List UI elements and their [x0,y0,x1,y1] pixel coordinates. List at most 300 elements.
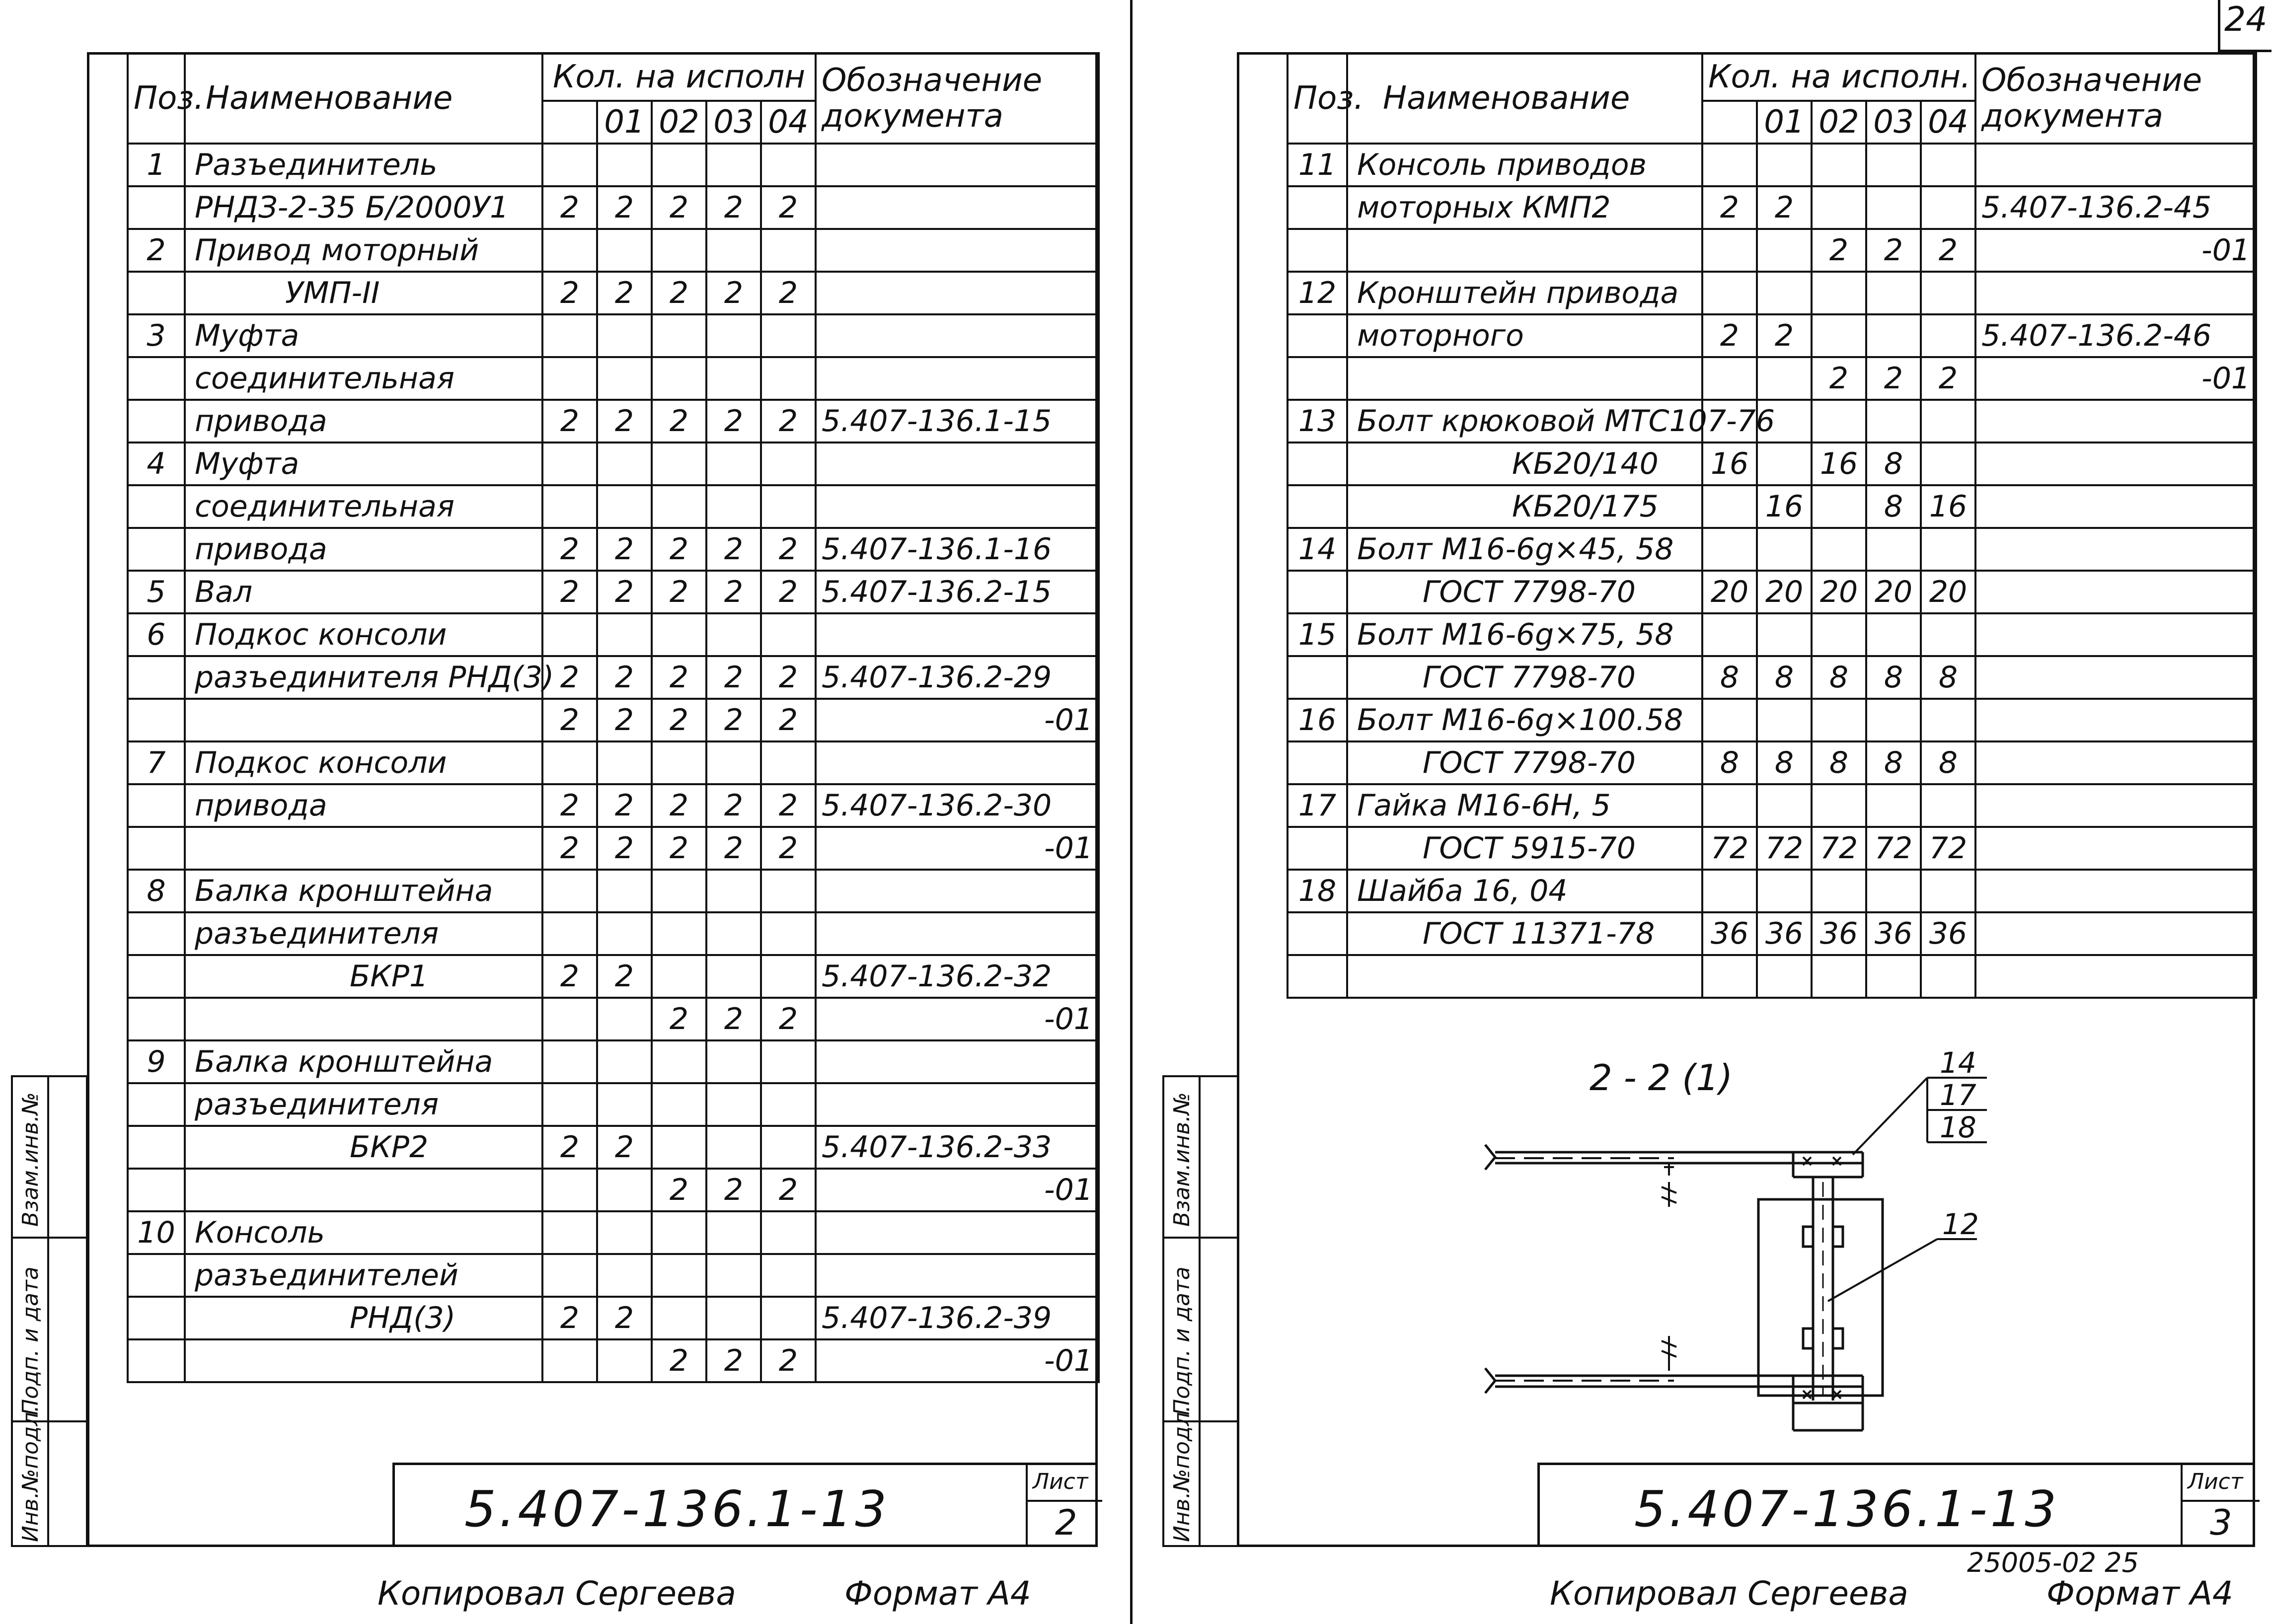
table-row [128,870,1099,912]
table-row [1288,699,2256,741]
left-row-qty [542,1083,597,1126]
left-row-name: Подкос консоли [185,613,542,656]
right-row-name [1347,955,1702,998]
left-row-qty [706,443,761,485]
table-row [1288,741,2256,784]
right-row-qty [1757,613,1812,656]
left-row-name: Подкос консоли [185,741,542,784]
right-row-qty [1866,955,1921,998]
left-doc-code: 5.407-136.1-13 [464,1480,890,1538]
left-row-name: Балка кронштейна [185,870,542,912]
right-strip-label-b: Подп. и дата [1169,1266,1195,1415]
left-row-qty: 2 [597,1126,652,1169]
right-row-doc [1975,912,2256,955]
left-row-qty [597,485,652,528]
right-row-qty [1866,528,1921,571]
left-row-pos: 8 [128,870,185,912]
left-row-qty: 2 [706,400,761,443]
right-row-doc [1975,613,2256,656]
left-row-qty: 2 [652,186,706,229]
right-row-name: ГОСТ 7798-70 [1347,656,1702,699]
left-row-name: разъединителя РНД(3) [185,656,542,699]
right-row-pos [1288,485,1347,528]
right-row-qty: 72 [1812,827,1866,870]
left-row-pos: 1 [128,144,185,186]
right-row-qty [1757,955,1812,998]
table-row [1288,314,2256,357]
left-row-doc [816,144,1099,186]
r-header-qty: Кол. на исполн. [1702,53,1975,101]
left-row-qty [706,955,761,998]
left-row-qty: 2 [761,656,816,699]
left-row-name: Муфта [185,314,542,357]
left-row-doc: 5.407-136.2-33 [816,1126,1099,1169]
left-row-qty: 2 [761,571,816,613]
left-row-qty: 2 [652,699,706,741]
left-row-qty [706,870,761,912]
right-row-qty: 36 [1757,912,1812,955]
left-row-qty [542,443,597,485]
left-row-qty [761,485,816,528]
left-row-qty: 2 [597,528,652,571]
header-variant-03: 03 [706,101,761,144]
left-row-doc: -01 [816,1169,1099,1211]
left-row-qty [706,357,761,400]
right-row-doc: -01 [1975,229,2256,272]
table-row [128,955,1099,998]
left-row-qty: 2 [761,272,816,314]
left-row-qty: 2 [597,955,652,998]
right-row-name: Болт М16-6g×100.58 [1347,699,1702,741]
right-row-qty [1866,613,1921,656]
right-row-qty [1866,400,1921,443]
callout-12: 12 [1942,1207,1979,1241]
right-row-qty [1921,272,1975,314]
left-row-name: БКР2 [185,1126,542,1169]
table-row [128,1339,1099,1382]
left-row-pos: 4 [128,443,185,485]
right-row-qty [1812,272,1866,314]
left-row-qty: 2 [597,186,652,229]
right-row-pos: 15 [1288,613,1347,656]
left-row-qty [706,1040,761,1083]
left-row-qty: 2 [597,656,652,699]
right-row-qty: 72 [1702,827,1757,870]
left-row-qty [542,870,597,912]
table-row [128,400,1099,443]
left-row-qty [542,741,597,784]
right-row-qty [1757,699,1812,741]
left-row-name: разъединителей [185,1254,542,1297]
left-row-qty: 2 [761,827,816,870]
left-row-qty: 2 [597,400,652,443]
left-row-pos: 5 [128,571,185,613]
left-row-qty [652,1040,706,1083]
right-row-qty: 8 [1757,656,1812,699]
left-row-qty: 2 [542,1297,597,1339]
table-row [128,357,1099,400]
right-row-doc: -01 [1975,357,2256,400]
left-row-qty [761,1126,816,1169]
right-spec-table [1287,52,2257,999]
right-row-qty [1921,699,1975,741]
right-row-pos [1288,741,1347,784]
left-row-qty: 2 [706,528,761,571]
right-sheet-cell [2181,1465,2258,1547]
left-row-pos [128,955,185,998]
left-row-qty [597,1339,652,1382]
left-row-name: соединительная [185,357,542,400]
right-row-qty [1812,613,1866,656]
left-row-doc [816,314,1099,357]
table-row [1288,912,2256,955]
right-table-body [1288,144,2256,998]
left-row-qty: 2 [652,998,706,1040]
right-row-qty: 2 [1866,229,1921,272]
table-row [128,229,1099,272]
right-row-doc [1975,144,2256,186]
right-row-pos: 16 [1288,699,1347,741]
right-row-qty [1921,314,1975,357]
left-row-qty: 2 [652,272,706,314]
left-row-qty [597,1083,652,1126]
right-row-qty [1921,186,1975,229]
right-row-qty [1921,613,1975,656]
left-row-pos [128,912,185,955]
right-row-qty: 8 [1866,656,1921,699]
left-row-qty [761,1211,816,1254]
right-row-qty: 8 [1812,656,1866,699]
table-row [1288,272,2256,314]
right-row-pos: 12 [1288,272,1347,314]
table-row [128,1040,1099,1083]
left-row-qty: 2 [652,656,706,699]
table-row [1288,870,2256,912]
left-row-pos: 2 [128,229,185,272]
table-row [1288,357,2256,400]
left-row-doc: 5.407-136.2-15 [816,571,1099,613]
r-header-variant-02: 02 [1812,101,1866,144]
left-row-qty [597,1169,652,1211]
right-row-name: ГОСТ 7798-70 [1347,571,1702,613]
left-row-pos [128,400,185,443]
left-row-qty [652,870,706,912]
left-row-name [185,827,542,870]
right-row-qty [1866,870,1921,912]
left-row-qty [706,1211,761,1254]
right-row-qty [1921,443,1975,485]
left-row-qty: 2 [706,656,761,699]
right-row-qty [1702,357,1757,400]
table-row [128,528,1099,571]
right-row-doc [1975,827,2256,870]
right-row-qty [1921,784,1975,827]
right-row-qty: 8 [1866,485,1921,528]
left-row-qty: 2 [761,400,816,443]
right-row-pos [1288,656,1347,699]
left-row-qty [597,912,652,955]
table-row [128,741,1099,784]
right-row-qty: 2 [1702,314,1757,357]
left-row-qty [761,314,816,357]
right-row-qty: 2 [1812,357,1866,400]
right-row-qty: 2 [1866,357,1921,400]
left-row-name [185,1169,542,1211]
right-row-qty: 36 [1702,912,1757,955]
left-row-qty [542,314,597,357]
left-row-qty: 2 [761,1169,816,1211]
right-row-qty [1812,144,1866,186]
left-row-pos: 6 [128,613,185,656]
left-row-qty: 2 [652,784,706,827]
right-row-qty [1866,784,1921,827]
right-row-doc: 5.407-136.2-46 [1975,314,2256,357]
left-row-qty [652,357,706,400]
right-row-name: Болт М16-6g×45, 58 [1347,528,1702,571]
left-row-qty: 2 [542,528,597,571]
left-row-pos [128,1083,185,1126]
right-row-qty [1812,699,1866,741]
right-row-qty: 20 [1812,571,1866,613]
left-strip-label-b: Подп. и дата [18,1266,43,1415]
left-row-qty [706,1297,761,1339]
right-row-qty [1812,186,1866,229]
left-row-qty [761,1083,816,1126]
left-row-qty [597,613,652,656]
right-row-qty [1866,272,1921,314]
left-row-qty [706,741,761,784]
right-footer-order: 25005-02 25 [1967,1547,2139,1578]
left-row-pos [128,186,185,229]
left-row-qty [652,144,706,186]
right-row-doc [1975,443,2256,485]
left-row-qty [706,613,761,656]
table-row [128,1297,1099,1339]
left-row-doc [816,1254,1099,1297]
table-row [128,1126,1099,1169]
left-row-qty [542,144,597,186]
left-row-qty: 2 [652,1339,706,1382]
left-row-qty: 2 [597,827,652,870]
right-row-qty [1757,443,1812,485]
left-row-pos [128,1254,185,1297]
left-row-pos [128,485,185,528]
left-row-qty: 2 [542,400,597,443]
right-row-doc [1975,571,2256,613]
left-row-name: привода [185,528,542,571]
right-row-qty: 72 [1866,827,1921,870]
left-row-qty: 2 [761,1339,816,1382]
right-row-qty: 20 [1702,571,1757,613]
left-row-pos [128,1339,185,1382]
r-header-variant-01: 01 [1757,101,1812,144]
right-row-qty: 20 [1866,571,1921,613]
table-row [1288,571,2256,613]
left-row-name [185,699,542,741]
left-row-pos: 9 [128,1040,185,1083]
right-row-qty: 16 [1921,485,1975,528]
header-variant-02: 02 [652,101,706,144]
left-row-qty: 2 [542,699,597,741]
left-row-qty: 2 [706,272,761,314]
right-row-qty: 36 [1921,912,1975,955]
table-row [128,314,1099,357]
right-sheet-label: Лист [2188,1469,2243,1494]
right-doc-code: 5.407-136.1-13 [1634,1480,2059,1538]
left-sheet-label: Лист [1033,1469,1088,1494]
header-qty: Кол. на исполн [542,53,816,101]
left-row-qty: 2 [652,528,706,571]
left-row-name: Вал [185,571,542,613]
right-row-name: моторного [1347,314,1702,357]
table-row [128,571,1099,613]
left-row-pos [128,784,185,827]
right-row-qty: 8 [1757,741,1812,784]
left-row-qty [761,144,816,186]
right-row-qty [1866,144,1921,186]
left-row-qty [706,144,761,186]
right-row-qty: 8 [1702,656,1757,699]
right-row-qty: 2 [1757,186,1812,229]
left-row-qty [761,1254,816,1297]
left-row-qty [542,1211,597,1254]
right-row-qty: 8 [1702,741,1757,784]
right-row-qty [1702,485,1757,528]
right-row-qty [1921,870,1975,912]
table-row [1288,443,2256,485]
left-row-qty: 2 [597,1297,652,1339]
left-row-doc [816,186,1099,229]
right-row-pos: 17 [1288,784,1347,827]
left-row-name: РНД(3) [185,1297,542,1339]
right-row-qty [1812,314,1866,357]
right-row-qty [1812,870,1866,912]
right-row-qty: 2 [1702,186,1757,229]
right-row-qty: 2 [1921,229,1975,272]
left-row-pos [128,998,185,1040]
right-row-pos: 18 [1288,870,1347,912]
left-row-qty: 2 [542,272,597,314]
left-row-qty: 2 [761,699,816,741]
right-row-pos [1288,229,1347,272]
left-row-doc [816,357,1099,400]
left-row-pos [128,528,185,571]
left-row-name: привода [185,784,542,827]
table-row [1288,613,2256,656]
right-row-qty: 16 [1702,443,1757,485]
right-row-name: КБ20/140 [1347,443,1702,485]
left-row-qty [706,912,761,955]
left-row-qty [597,314,652,357]
left-row-doc [816,741,1099,784]
left-row-qty [706,1083,761,1126]
left-row-qty [542,1169,597,1211]
table-row [128,186,1099,229]
left-row-name: Привод моторный [185,229,542,272]
right-row-qty [1921,955,1975,998]
right-sheet-number: 3 [2210,1502,2232,1543]
left-row-qty [597,1211,652,1254]
left-row-doc: -01 [816,1339,1099,1382]
left-row-doc [816,229,1099,272]
right-row-qty [1812,485,1866,528]
left-row-qty [761,955,816,998]
table-row [1288,186,2256,229]
table-row [128,784,1099,827]
table-row [128,827,1099,870]
left-row-qty [706,1126,761,1169]
left-row-qty [542,229,597,272]
right-row-qty [1702,870,1757,912]
left-row-doc [816,870,1099,912]
table-row [1288,656,2256,699]
table-row [128,1083,1099,1126]
left-row-qty: 2 [542,571,597,613]
r-header-pos: Поз. [1288,53,1347,144]
right-row-qty: 36 [1866,912,1921,955]
left-row-pos [128,656,185,699]
right-row-pos [1288,357,1347,400]
table-row [1288,955,2256,998]
right-strip-label-c: Инв.№подл. [1169,1405,1195,1542]
right-row-name: моторных КМП2 [1347,186,1702,229]
right-row-name: ГОСТ 7798-70 [1347,741,1702,784]
r-header-variant-04: 04 [1921,101,1975,144]
right-row-qty [1866,699,1921,741]
left-row-qty [652,1126,706,1169]
table-row [128,656,1099,699]
right-row-qty: 8 [1866,741,1921,784]
left-row-doc [816,1211,1099,1254]
table-row [128,998,1099,1040]
right-row-doc [1975,699,2256,741]
right-row-qty: 20 [1921,571,1975,613]
callout-14: 14 [1940,1046,1976,1080]
right-footer-format: Формат А4 [2046,1574,2233,1613]
right-row-doc [1975,656,2256,699]
left-row-qty: 2 [761,998,816,1040]
right-row-qty: 8 [1812,741,1866,784]
table-row [1288,400,2256,443]
table-row [128,485,1099,528]
header-pos: Поз. [128,53,185,144]
right-row-qty: 2 [1812,229,1866,272]
left-row-qty [542,357,597,400]
left-row-doc: -01 [816,699,1099,741]
left-row-qty [542,1254,597,1297]
table-row [128,1254,1099,1297]
right-row-qty [1757,144,1812,186]
right-row-pos [1288,827,1347,870]
left-row-qty: 2 [597,699,652,741]
left-row-qty [542,1040,597,1083]
right-row-qty [1702,229,1757,272]
left-row-qty: 2 [597,272,652,314]
right-row-qty: 8 [1921,656,1975,699]
table-row [128,144,1099,186]
r-header-name: Наименование [1347,53,1702,144]
left-row-name: разъединителя [185,912,542,955]
right-row-qty [1702,613,1757,656]
header-variant-04: 04 [761,101,816,144]
right-row-pos [1288,912,1347,955]
right-row-qty [1812,784,1866,827]
header-doc: Обозначение документа [816,53,1099,144]
right-row-qty [1866,314,1921,357]
left-row-qty: 2 [706,998,761,1040]
right-row-qty: 8 [1921,741,1975,784]
left-row-qty [542,613,597,656]
